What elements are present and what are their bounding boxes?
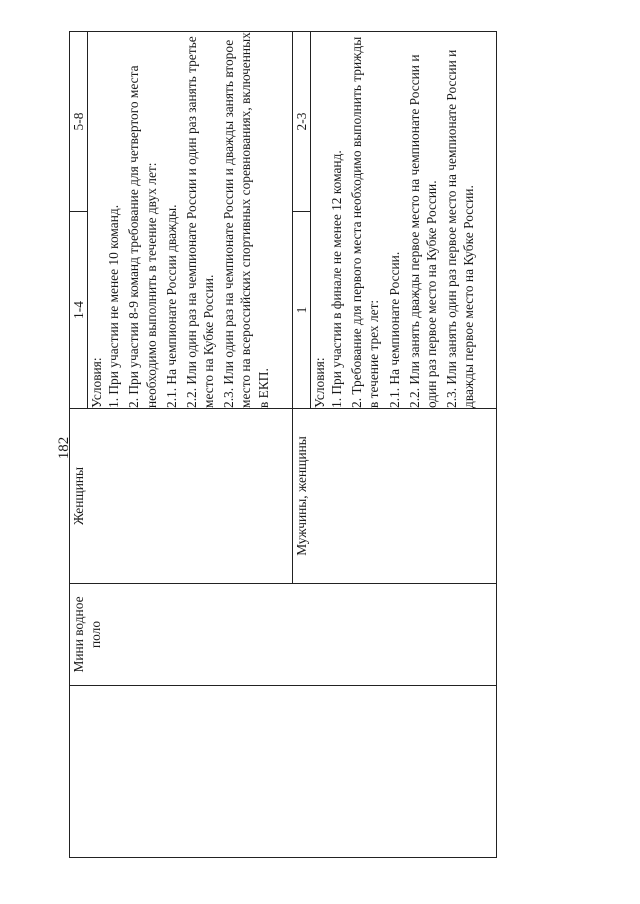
conditions-line: 2. Требование для первого места необходимо выполнить трижды в течение трех лет: [349, 36, 382, 408]
conditions-line: 2.3. Или один раз на чемпионате России и дважды занять второе место на всероссийских спортивных соревнованиях, включенных в ЕКП. [221, 32, 271, 408]
conditions-line: 2.2. Или занять дважды первое место на чемпионате России и один раз первое место на Кубке России. [406, 54, 439, 408]
conditions-line: 2.3. Или занять один раз первое место на чемпионате России и дважды первое место на Кубке России. [444, 49, 477, 408]
conditions-line: 1. При участии в финале не менее 12 команд. [329, 150, 345, 408]
conditions-line: 2.1. На чемпионате России дважды. [163, 204, 179, 408]
rotated-table-wrapper [69, 32, 497, 858]
conditions-line: Условия: [312, 357, 328, 408]
empty-cell [70, 686, 497, 858]
table-row [70, 32, 88, 858]
conditions-line: 2.1. На чемпионате России. [386, 251, 402, 408]
conditions-line: 2.2. Или один раз на чемпионате России и один раз занять третье место на Кубке России. [183, 36, 217, 408]
place-range-cell: 5-8 [70, 32, 88, 212]
conditions-line: Условия: [89, 357, 105, 408]
conditions-line: 1. При участии не менее 10 команд. [106, 204, 122, 408]
conditions-cell [88, 32, 293, 409]
gender-cell-women: Женщины [70, 409, 293, 584]
sport-name-cell: Мини водное поло [70, 584, 497, 686]
place-range-cell: 1-4 [70, 212, 88, 409]
gender-cell-mixed: Мужчины, женщины [292, 409, 496, 584]
standards-table [69, 31, 497, 858]
conditions-line: 2. При участии 8-9 команд требование для четвертого места необходимо выполнить в течение двух лет: [126, 65, 159, 408]
conditions-cell [311, 32, 497, 409]
place-range-cell: 1 [292, 212, 310, 409]
page-number: 182 [56, 436, 72, 460]
place-range-cell: 2-3 [292, 32, 310, 212]
